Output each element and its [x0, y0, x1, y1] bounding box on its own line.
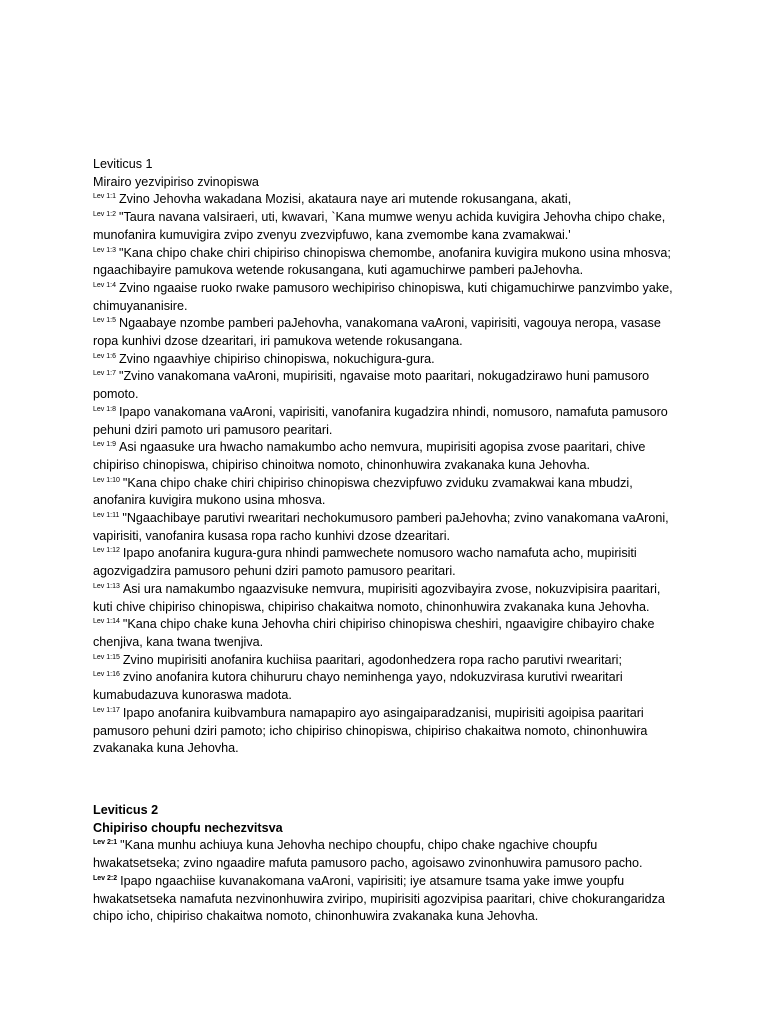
verse-reference: Lev 2:1 — [93, 839, 118, 847]
verse — [93, 315, 678, 350]
verse — [93, 652, 678, 670]
verse-text: "Kana chipo chake kuna Jehovha chiri chipiriso chinopiswa cheshiri, ngaavigire chibayiro chake chenjiva, kana twana twenjiva. — [93, 617, 655, 649]
verse-reference: Lev 1:14 — [93, 618, 120, 626]
verse-reference: Lev 1:6 — [93, 352, 116, 360]
chapter-subheading: Mirairo yezvipiriso zvinopiswa — [93, 174, 259, 189]
verse — [93, 245, 678, 280]
verse-text: Ipapo anofanira kugura-gura nhindi pamwechete nomusoro wacho namafuta acho, mupirisiti agozvigadzira pamusoro pehuni dziri pamoto pamusoro pearitari. — [93, 546, 637, 579]
verse-text: Ipapo ngaachiise kuvanakomana vaAroni, vapirisiti; iye atsamure tsama yake imwe youpfu hwakatsetseka namafuta nezvinonhuwira zviripo, mupirisiti agozvipisa paaritari, chive chokurangaridza chipo icho, chipiriso chakaitwa nomoto, chinonhuwira zvakanaka kuna Jehovha. — [93, 873, 665, 924]
verse — [93, 439, 678, 474]
verse-reference: Lev 1:4 — [93, 281, 116, 289]
verse-text: Asi ura namakumbo ngaazvisuke nemvura, mupirisiti agozvibayira zvose, nokuzvipisira paaritari, kuti chive chipiriso chinopiswa, chipiriso chakaitwa nomoto, chinonhuwira zvakanaka kuna Jehovha. — [93, 581, 661, 614]
chapter-subheading: Chipiriso choupfu nechezvitsva — [93, 820, 283, 835]
verse-reference: Lev 1:2 — [93, 211, 116, 219]
verse — [93, 510, 678, 545]
verse — [93, 873, 678, 926]
verse — [93, 581, 678, 616]
verse-reference: Lev 1:5 — [93, 317, 116, 325]
verse-text: Asi ngaasuke ura hwacho namakumbo acho nemvura, mupirisiti agopisa zvose paaritari, chive chipiriso chinopiswa, chipiriso chinoitwa nomoto, chinonhuwira zvakanaka kuna Jehovha. — [93, 440, 646, 472]
verse — [93, 616, 678, 651]
verse-reference: Lev 1:9 — [93, 441, 116, 449]
verse-reference: Lev 1:15 — [93, 653, 120, 661]
verse-reference: Lev 1:16 — [93, 671, 120, 679]
verse-text: "Zvino vanakomana vaAroni, mupirisiti, ngavaise moto paaritari, nokugadzirawo huni pamusoro pomoto. — [93, 369, 650, 402]
verse — [93, 351, 678, 369]
verse-text: "Kana munhu achiuya kuna Jehovha nechipo choupfu, chipo chake ngachive choupfu hwakatsetseka; zvino ngaadire mafuta pamusoro pacho, agoisawo zvinonhuwira pamusoro pacho. — [93, 838, 643, 871]
verse-reference: Lev 1:17 — [93, 706, 120, 714]
verse — [93, 705, 678, 758]
verse-list — [93, 191, 678, 758]
verse-text: "Taura navana vaIsiraeri, uti, kwavari, `Kana mumwe wenyu achida kuvigira Jehovha chipo chake, munofanira kumuvigira zvipo zvenyu zvezvipfuwo, kana zvemombe kana zvamakwai.' — [93, 210, 666, 242]
verse — [93, 209, 678, 244]
verse-text: zvino anofanira kutora chihururu chayo neminhenga yayo, ndokuzvirasa kurutivi rwearitari kumabudazuva kunoraswa madota. — [93, 670, 623, 703]
verse-text: Zvino mupirisiti anofanira kuchiisa paaritari, agodonhedzera ropa racho parutivi rwearitari; — [122, 652, 622, 667]
verse-reference: Lev 1:12 — [93, 547, 120, 555]
verse-reference: Lev 1:11 — [93, 512, 120, 520]
verse — [93, 368, 678, 403]
verse-text: Ipapo anofanira kuibvambura namapapiro ayo asingaiparadzanisi, mupirisiti agoipisa paaritari pamusoro pehuni dziri pamoto; icho chipiriso chinopiswa, chipiriso chakaitwa nomoto, chinonhuwira zvakanaka kuna Jehovha. — [93, 705, 648, 756]
verse-text: "Kana chipo chake chiri chipiriso chinopiswa chezvipfuwo zviduku zvamakwai kana mbudzi, anofanira kuvigira mukono usina mhosva. — [93, 475, 633, 508]
chapter-heading: Leviticus 1 — [93, 157, 153, 171]
verse — [93, 404, 678, 439]
chapter-leviticus-1 — [93, 156, 678, 758]
verse — [93, 280, 678, 315]
verse-text: "Kana chipo chake chiri chipiriso chinopiswa chemombe, anofanira kuvigira mukono usina mhosva; ngaachibayire pamukova wetende rokusangana, kuti agamuchirwe pamberi paJehovha. — [93, 245, 671, 278]
verse — [93, 837, 678, 872]
verse-list — [93, 837, 678, 926]
verse-text: Zvino ngaavhiye chipiriso chinopiswa, nokuchigura-gura. — [118, 351, 435, 366]
verse-reference: Lev 1:8 — [93, 405, 116, 413]
verse — [93, 475, 678, 510]
verse-text: Zvino ngaaise ruoko rwake pamusoro wechipiriso chinopiswa, kuti chigamuchirwe panzvimbo yake, chimuyananisire. — [93, 280, 673, 313]
chapter-leviticus-2 — [93, 802, 678, 926]
verse-reference: Lev 1:10 — [93, 476, 120, 484]
verse — [93, 669, 678, 704]
verse-reference: Lev 1:7 — [93, 370, 116, 378]
verse-text: Zvino Jehovha wakadana Mozisi, akataura naye ari mutende rokusangana, akati, — [118, 192, 572, 207]
verse-reference: Lev 1:1 — [93, 193, 116, 201]
verse — [93, 191, 678, 209]
verse — [93, 545, 678, 580]
verse-text: Ipapo vanakomana vaAroni, vapirisiti, vanofanira kugadzira nhindi, nomusoro, namafuta pamusoro pehuni dziri pamoto uri pamusoro pearitari. — [93, 404, 668, 437]
chapter-heading: Leviticus 2 — [93, 803, 159, 817]
verse-text: "Ngaachibaye parutivi rwearitari nechokumusoro pamberi paJehovha; zvino vanakomana vaAroni, vapirisiti, vanofanira kusasa ropa racho kunhivi dzose dzearitari. — [93, 511, 669, 543]
verse-reference: Lev 2:2 — [93, 874, 118, 882]
verse-text: Ngaabaye nzombe pamberi paJehovha, vanakomana vaAroni, vapirisiti, vagouya neropa, vasase ropa kunhivi dzose dzearitari, iri pamukova wetende rokusangana. — [93, 316, 661, 349]
verse-reference: Lev 1:3 — [93, 246, 116, 254]
verse-reference: Lev 1:13 — [93, 582, 120, 590]
